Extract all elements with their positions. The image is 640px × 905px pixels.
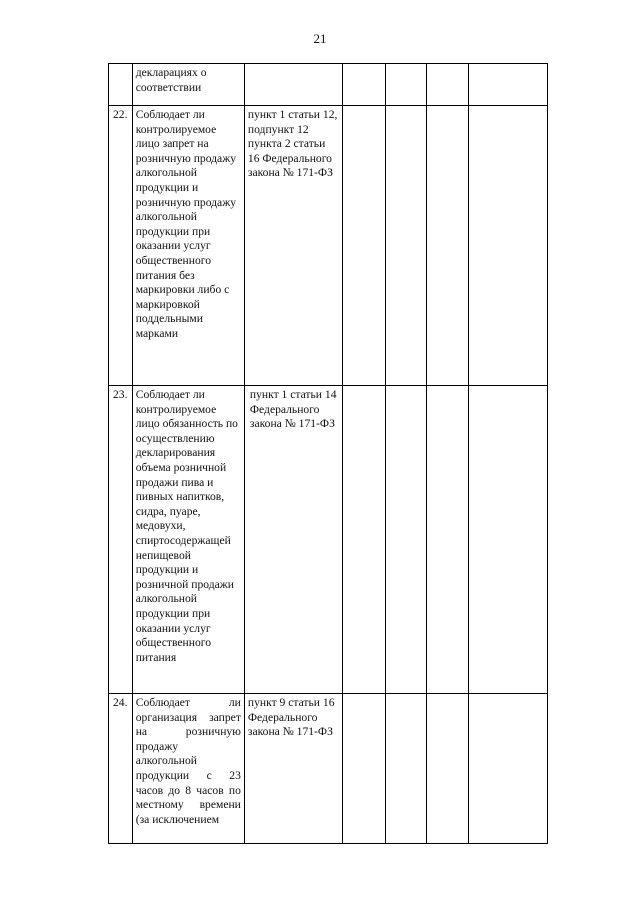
- empty-cell: [343, 694, 386, 844]
- table-row: [109, 106, 548, 386]
- empty-cell: [343, 386, 386, 694]
- row-number: 23.: [109, 386, 133, 694]
- empty-cell: [469, 386, 548, 694]
- requirement-question: декларациях о соответствии: [132, 64, 244, 106]
- requirement-question: Соблюдает ли контролируемое лицо обязанность по осуществлению декларирования объема розничной продажи пива и пивных напитков, сидра, пуаре, медовухи, спиртосодержащей непищевой продукции и розничной продажи алкогольной продукции при оказании услуг общественного питания: [132, 386, 244, 694]
- empty-cell: [427, 106, 469, 386]
- requirement-question: Соблюдает ли контролируемое лицо запрет на розничную продажу алкогольной продукции и розничную продажу алкогольной продукции при оказании услуг общественного питания без маркировки либо с маркировкой поддельными марками: [132, 106, 244, 386]
- empty-cell: [427, 694, 469, 844]
- empty-cell: [427, 386, 469, 694]
- legal-reference: [244, 64, 342, 106]
- table-row: [109, 386, 548, 694]
- row-number: 22.: [109, 106, 133, 386]
- table-row: [109, 694, 548, 844]
- empty-cell: [386, 64, 427, 106]
- empty-cell: [343, 106, 386, 386]
- empty-cell: [386, 106, 427, 386]
- row-number: [109, 64, 133, 106]
- legal-reference: пункт 1 статьи 12, подпункт 12 пункта 2 статьи 16 Федерального закона № 171-ФЗ: [244, 106, 342, 386]
- checklist-table: [108, 63, 548, 844]
- empty-cell: [386, 694, 427, 844]
- page-number: 21: [313, 31, 327, 46]
- legal-reference: пункт 9 статьи 16 Федерального закона № 171-ФЗ: [244, 694, 342, 844]
- empty-cell: [427, 64, 469, 106]
- empty-cell: [386, 386, 427, 694]
- legal-reference: пункт 1 статьи 14 Федерального закона № 171-ФЗ: [244, 386, 342, 694]
- empty-cell: [343, 64, 386, 106]
- requirement-question: Соблюдает ли организация запрет на розничную продажу алкогольной продукции с 23 часов до 8 часов по местному времени (за исключением: [132, 694, 244, 844]
- row-number: 24.: [109, 694, 133, 844]
- empty-cell: [469, 64, 548, 106]
- empty-cell: [469, 106, 548, 386]
- table-row: [109, 64, 548, 106]
- empty-cell: [469, 694, 548, 844]
